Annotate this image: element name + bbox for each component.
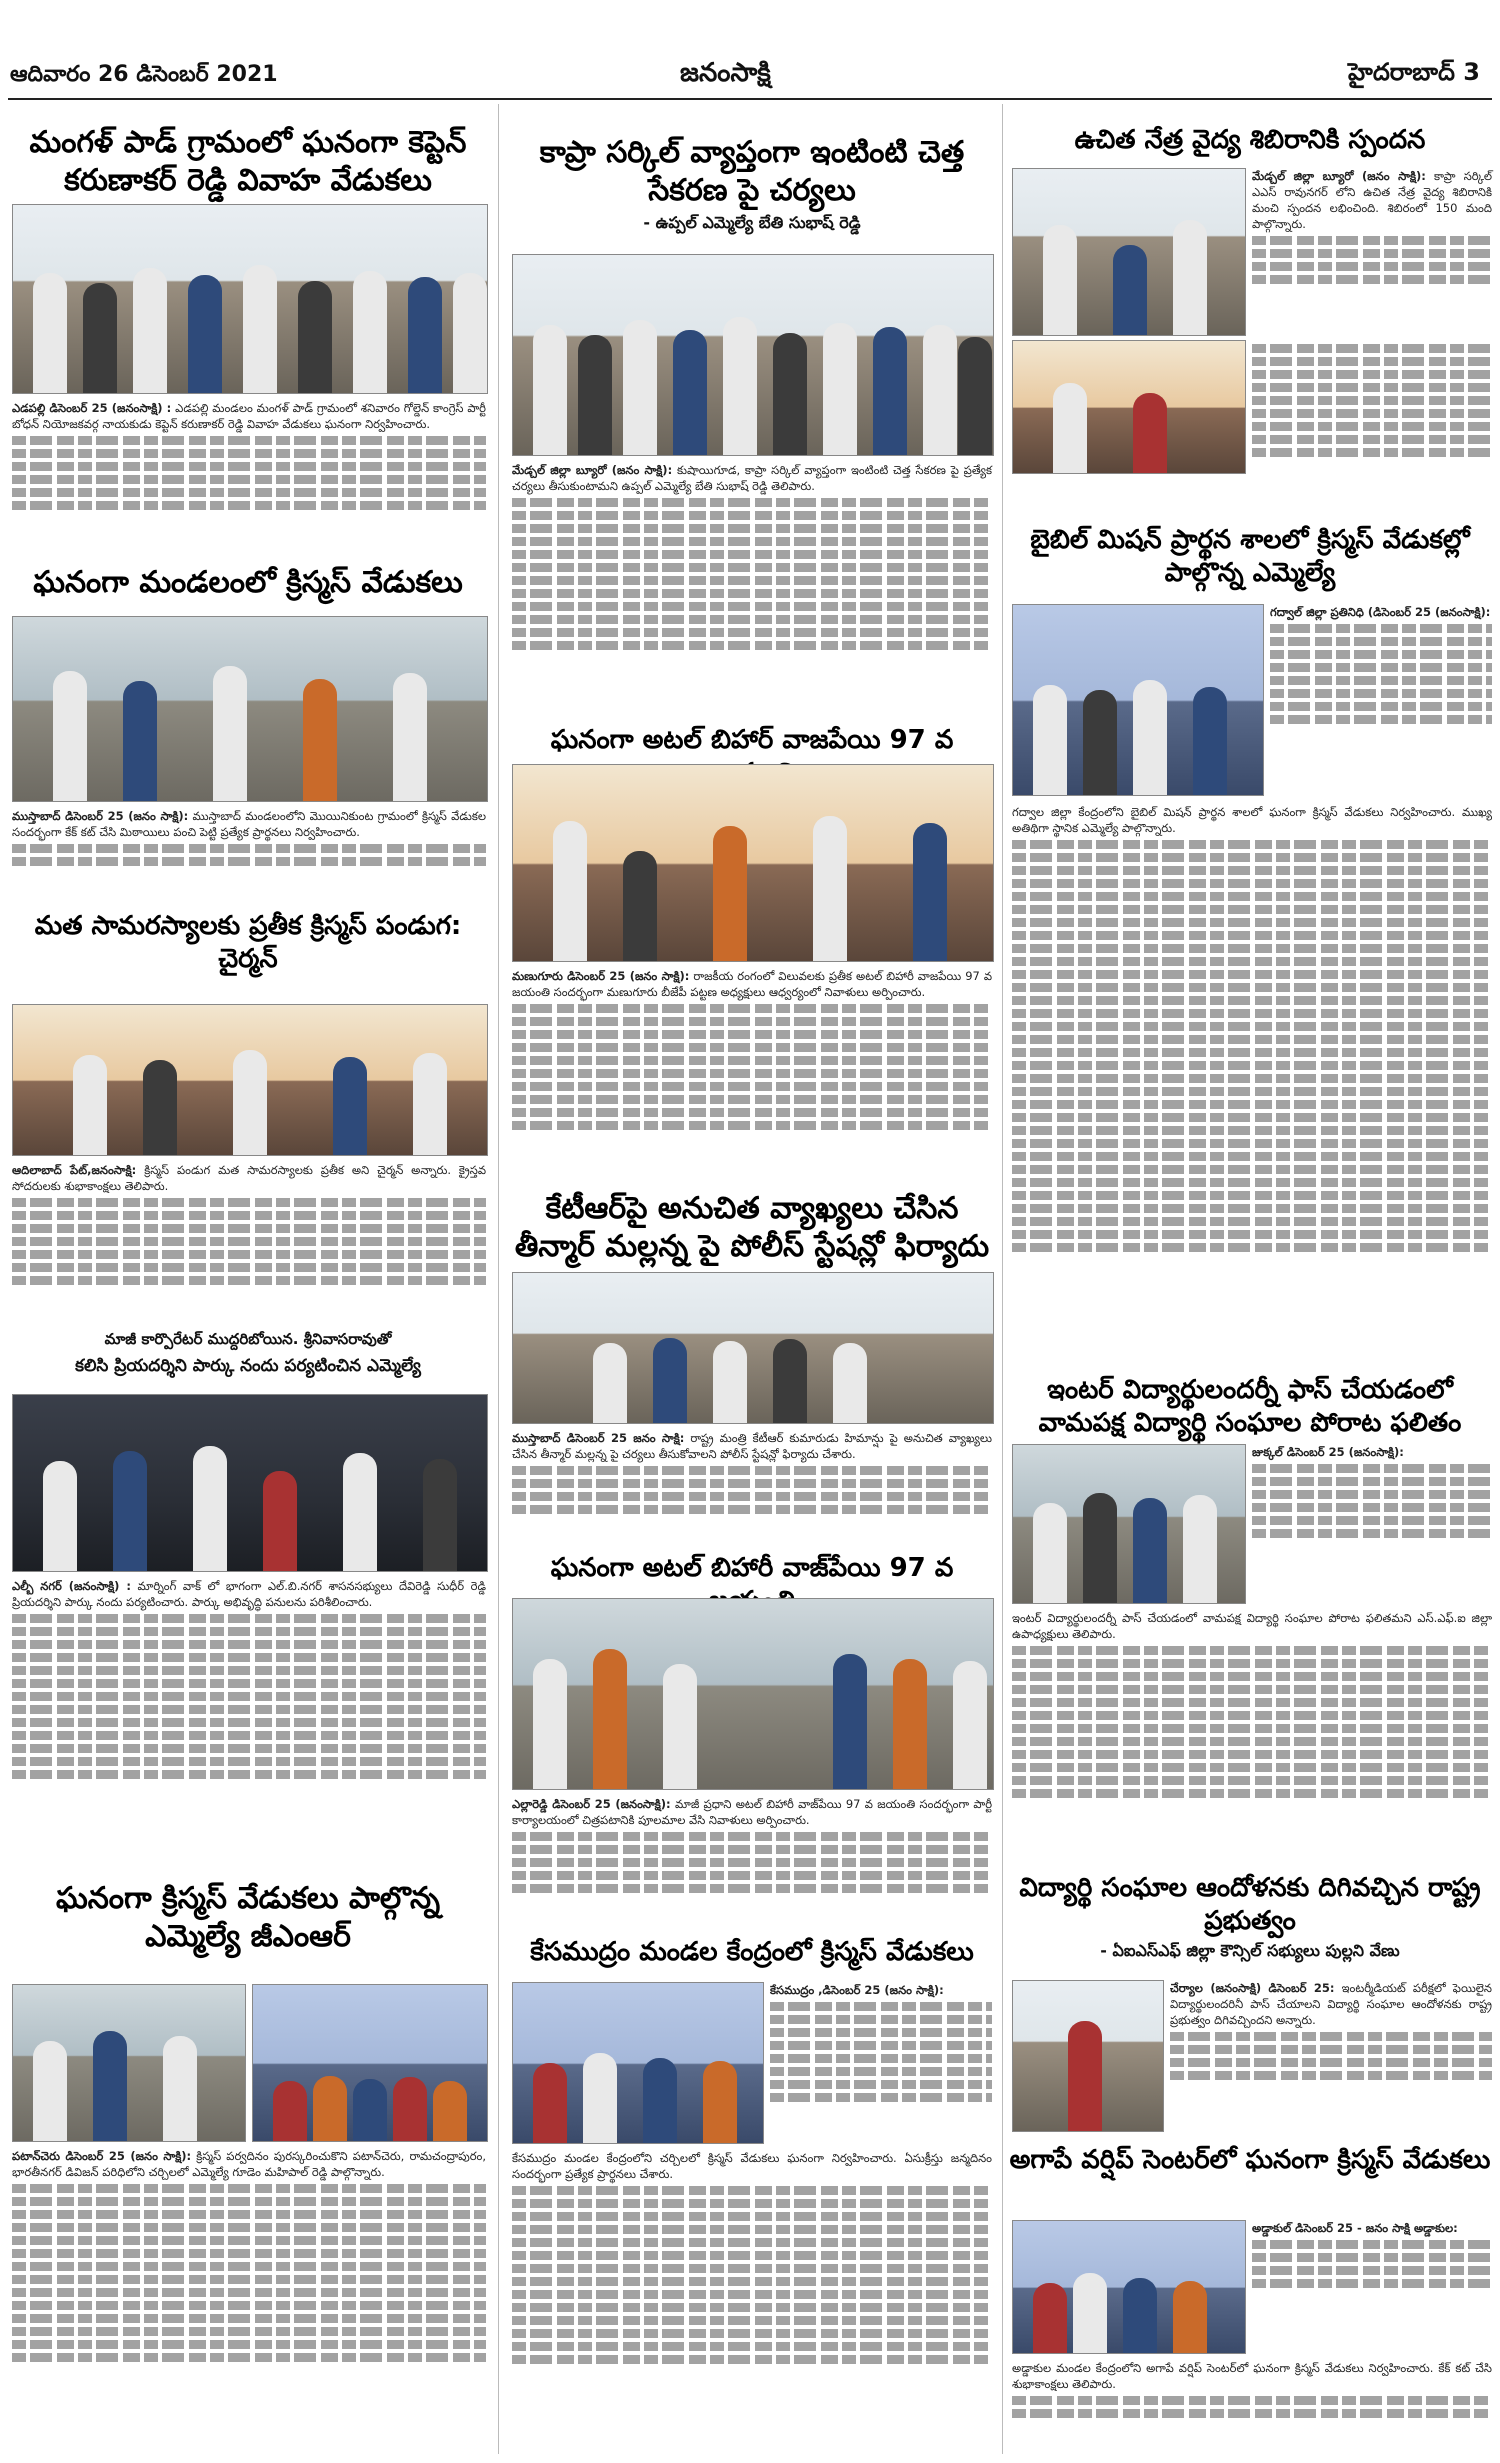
masthead-rule xyxy=(8,98,1492,100)
article-photo xyxy=(1012,340,1246,474)
article-wedding xyxy=(8,124,488,199)
article-garbage-collection xyxy=(508,134,996,236)
article-body xyxy=(512,1796,992,1926)
article-text: రాజకీయ రంగంలో విలువలకు ప్రతీక అటల్ బిహారీ వాజపేయి 97 వ జయంతి సందర్భంగా మణుగూరు బీజేపీ పట్టణ అధ్యక్షులు ఆధ్వర్యంలో నివాళులు అర్పించారు. xyxy=(512,969,993,999)
article-headline: మంగళ్ పాడ్ గ్రామంలో ఘనంగా కెప్టెన్ కరుణాకర్ రెడ్డి వివాహ వేడుకలు xyxy=(29,125,467,198)
article-student-protest xyxy=(1008,1872,1492,1964)
column-1 xyxy=(8,104,488,2454)
article-photo xyxy=(12,204,488,394)
article-headline: కేసముద్రం మండల కేంద్రంలో క్రిస్మస్ వేడుకలు xyxy=(530,1937,974,1967)
city-page-number: హైదరాబాద్ 3 xyxy=(1348,58,1480,86)
article-text: మార్నింగ్ వాక్ లో భాగంగా ఎల్.బి.నగర్ శాసనసభ్యులు దేవిరెడ్డి సుధీర్ రెడ్డి ప్రియదర్శిని పార్కు నందు పర్యటించారు. పార్కు అభివృద్ధి పనులను పరిశీలించారు. xyxy=(12,1579,486,1609)
article-text: ఇంటర్మీడియట్ పరీక్షలో ఫెయిలైన విద్యార్థులందరినీ పాస్ చేయాలని విద్యార్థి సంఘాల ఆందోళనకు రాష్ట్ర ప్రభుత్వం దిగివచ్చిందని అన్నారు. xyxy=(1170,1981,1492,2027)
article-photo xyxy=(1012,1980,1164,2132)
article-text: ముస్తాబాద్ మండలంలోని మొయినికుంట గ్రామంలో క్రిస్మస్ వేడుకల సందర్భంగా కేక్ కట్ చేసి మిఠాయిలు పంచి పెట్టి ప్రత్యేక ప్రార్థనలు నిర్వహించారు. xyxy=(12,809,486,839)
article-photo xyxy=(1012,1444,1246,1604)
article-body xyxy=(12,400,486,546)
article-dateline: మేడ్చల్ జిల్లా బ్యూరో (జనం సాక్షి): xyxy=(512,463,673,477)
kicker-line: కలిసి ప్రియదర్శిని పార్కు నందు పర్యటించిన ఎమ్మెల్యే xyxy=(75,1356,421,1376)
article-text: ఇంటర్ విద్యార్థులందర్నీ పాస్ చేయడంలో వామపక్ష విద్యార్థి సంఘాల పోరాట ఫలితమని ఎస్.ఎఫ్.ఐ జిల్లా ఉపాధ్యక్షులు తెలిపారు. xyxy=(1012,1611,1492,1641)
article-dateline: మణుగూరు డిసెంబర్ 25 (జనం సాక్షి): xyxy=(512,969,690,983)
paper-logo: జనంసాక్షి xyxy=(680,58,771,88)
article-body xyxy=(12,2148,486,2448)
article-photo xyxy=(252,1984,488,2142)
article-body-side xyxy=(1252,168,1492,334)
article-photo xyxy=(1012,168,1246,336)
article-body xyxy=(512,462,992,712)
article-headline: బైబిల్ మిషన్ ప్రార్థన శాలలో క్రిస్మస్ వేడుకల్లో పాల్గొన్న ఎమ్మెల్యే xyxy=(1030,525,1470,588)
article-dateline: మేడ్చల్ జిల్లా బ్యూరో (జనం సాక్షి): xyxy=(1252,169,1426,183)
article-photo xyxy=(512,1598,994,1790)
column-3 xyxy=(1008,104,1492,2454)
article-text: క్రిస్మస్ పండుగ మత సామరస్యాలకు ప్రతీక అని చైర్మన్ అన్నారు. క్రైస్తవ సోదరులకు శుభాకాంక్షలు తెలిపారు. xyxy=(12,1163,487,1193)
article-dateline: చేర్యాల (జనంసాక్షి) డిసెంబర్ 25: xyxy=(1170,1981,1335,1995)
article-body xyxy=(512,1430,992,1540)
article-subhead: - ఉప్పల్ ఎమ్మెల్యే బేతి సుభాష్ రెడ్డి xyxy=(643,213,861,232)
article-body xyxy=(12,808,486,894)
article-dateline: ఎడపల్లి డిసెంబర్ 25 (జనంసాక్షి) : xyxy=(12,401,172,415)
article-body-side xyxy=(1252,1444,1492,1602)
article-headline: కేటీఆర్‌పై అనుచిత వ్యాఖ్యలు చేసిన తీన్మార్ మల్లన్న పై పోలీస్ స్టేషన్లో ఫిర్యాదు xyxy=(514,1191,990,1264)
article-body xyxy=(512,968,992,1178)
article-eye-camp xyxy=(1008,124,1492,157)
issue-date: ఆదివారం 26 డిసెంబర్ 2021 xyxy=(10,62,278,87)
article-photo xyxy=(12,1984,246,2142)
article-text: మాజీ ప్రధాని అటల్ బిహారీ వాజ్‌పేయి 97 వ జయంతి సందర్భంగా పార్టీ కార్యాలయంలో చిత్రపటానికి పూలమాల వేసి నివాళులు అర్పించారు. xyxy=(512,1797,993,1827)
masthead xyxy=(0,0,1500,88)
column-divider xyxy=(1002,104,1003,2454)
article-text: ఎడపల్లి మండలం మంగళ్ పాడ్ గ్రామంలో శనివారం గోల్డెన్ కాంగ్రెస్ పార్టీ బోధన్ నియోజకవర్గ నాయకుడు కెప్టెన్ కరుణాకర్ రెడ్డి వివాహ వేడుకలు ఘనంగా నిర్వహించారు. xyxy=(12,401,487,431)
article-body xyxy=(12,1162,486,1322)
article-dateline: కేసముద్రం ,డిసెంబర్ 25 (జనం సాక్షి): xyxy=(770,1983,944,1997)
article-body xyxy=(12,1578,486,1838)
article-kicker xyxy=(8,1330,488,1380)
article-headline: ఘనంగా అటల్ బిహారీ వాజ్‌పేయి 97 వ xyxy=(550,1553,954,1583)
article-headline: విద్యార్థి సంఘాల ఆందోళనకు దిగివచ్చిన రాష్ట్ర ప్రభుత్వం xyxy=(1019,1873,1481,1936)
article-text: అడ్డాకుల మండల కేంద్రంలోని అగాపే వర్షిప్ సెంటర్‌లో ఘనంగా క్రిస్మస్ వేడుకలు నిర్వహించారు. కేక్ కట్ చేసి శుభాకాంక్షలు తెలిపారు. xyxy=(1012,2361,1492,2391)
article-text: కాప్రా సర్కిల్ ఎఎస్ రావునగర్ లోని ఉచిత నేత్ర వైద్య శిబిరానికి మంచి స్పందన లభించింది. శిబిరంలో 150 మంది పాల్గొన్నారు. xyxy=(1252,169,1492,231)
column-divider xyxy=(498,104,499,2454)
article-photo xyxy=(1012,2220,1246,2354)
article-dateline: గద్వాల్ జిల్లా ప్రతినిధి (డిసెంబర్ 25 (జనంసాక్షి): xyxy=(1270,605,1491,619)
article-headline: కాప్రా సర్కిల్ వ్యాప్తంగా ఇంటింటి చెత్త సేకరణ పై చర్యలు xyxy=(539,135,965,208)
article-christmas-mandal xyxy=(8,564,488,602)
article-police-complaint xyxy=(508,1190,996,1265)
article-body xyxy=(1012,1610,1492,1858)
column-2 xyxy=(508,104,996,2454)
article-text: కేసముద్రం మండల కేంద్రంలోని చర్చిలలో క్రిస్మస్ వేడుకలు ఘనంగా నిర్వహించారు. ఏసుక్రీస్తు జన్మదినం సందర్భంగా ప్రత్యేక ప్రార్థనలు చేశారు. xyxy=(512,2151,992,2181)
article-headline: ఘనంగా అటల్ బిహార్ వాజపేయి 97 వ xyxy=(550,725,954,755)
article-dateline: పటాన్‌చెరు డిసెంబర్ 25 (జనం సాక్షి): xyxy=(12,2149,192,2163)
article-headline: ఘనంగా క్రిస్మస్ వేడుకలు పాల్గొన్న ఎమ్మెల్యే జీఎంఆర్ xyxy=(55,1881,441,1954)
article-dateline: ఆదిలాబాద్ పేట్,జనంసాక్షి: xyxy=(12,1163,137,1177)
article-photo xyxy=(12,1004,488,1156)
article-photo xyxy=(12,1394,488,1572)
article-body xyxy=(1012,804,1492,1364)
article-body xyxy=(512,2150,992,2450)
article-text: గద్వాల జిల్లా కేంద్రంలోని బైబిల్ మిషన్ ప్రార్థన శాలలో ఘనంగా క్రిస్మస్ వేడుకలు నిర్వహించారు. ముఖ్య అతిథిగా స్థానిక ఎమ్మెల్యే పాల్గొన్నారు. xyxy=(1012,805,1492,835)
article-text: రాష్ట్ర మంత్రి కేటీఆర్ కుమారుడు హిమాన్షు పై అనుచిత వ్యాఖ్యలు చేసిన తీన్మార్ మల్లన్న పై చర్యలు తీసుకోవాలని పోలీస్ స్టేషన్లో ఫిర్యాదు చేశారు. xyxy=(512,1431,992,1461)
article-bible-mission xyxy=(1008,524,1492,589)
article-headline: అగాపే వర్షిప్ సెంటర్‌లో ఘనంగా క్రిస్మస్ వేడుకలు xyxy=(1009,2145,1491,2175)
article-agape xyxy=(1008,2144,1492,2177)
article-inter-students xyxy=(1008,1374,1492,1439)
article-body xyxy=(1012,2360,1492,2450)
article-kesamudram xyxy=(508,1936,996,1969)
article-dateline: ఎల్బీ నగర్ (జనంసాక్షి) : xyxy=(12,1579,131,1593)
article-subhead: - ఏఐఎస్‌ఎఫ్ జిల్లా కౌన్సిల్ సభ్యులు పుల్లని వేణు xyxy=(1100,1941,1400,1960)
kicker-line: మాజీ కార్పొరేటర్ ముద్దరిబోయిన. శ్రీనివాసరావుతో xyxy=(104,1330,392,1348)
article-body-side xyxy=(1270,604,1492,794)
article-photo xyxy=(512,1272,994,1424)
article-body-side xyxy=(1252,340,1492,520)
article-dateline: ముస్తాబాద్ డిసెంబర్ 25 (జనం సాక్షి): xyxy=(12,809,189,823)
article-headline: ఇంటర్ విద్యార్థులందర్నీ ఫాస్ చేయడంలో వామపక్ష విద్యార్థి సంఘాల పోరాట ఫలితం xyxy=(1038,1375,1462,1438)
article-christmas-mla xyxy=(8,1880,488,1955)
article-photo xyxy=(512,1982,764,2144)
article-photo xyxy=(512,764,994,962)
article-headline: మత సామరస్యాలకు ప్రతీక క్రిస్మస్ పండుగ: చైర్మన్ xyxy=(34,911,462,974)
article-photo xyxy=(12,616,488,802)
article-dateline: ముస్తాబాద్ డిసెంబర్ 25 జనం సాక్షి: xyxy=(512,1431,685,1445)
article-headline: ఘనంగా మండలంలో క్రిస్మస్ వేడుకలు xyxy=(33,565,463,600)
article-body-side xyxy=(1170,1980,1492,2130)
article-text: క్రిస్మస్ పర్వదినం పురస్కరించుకొని పటాన్‌చెరు, రామచంద్రాపురం, భారతీనగర్ డివిజన్ పరిధిలోని చర్చిలలో ఎమ్మెల్యే గూడెం మహిపాల్ రెడ్డి పాల్గొన్నారు. xyxy=(12,2149,486,2179)
article-headline: ఉచిత నేత్ర వైద్య శిబిరానికి స్పందన xyxy=(1074,125,1426,155)
article-dateline: ఎల్లారెడ్డి డిసెంబర్ 25 (జనంసాక్షి): xyxy=(512,1797,671,1811)
article-text: కుషాయిగూడ, కాప్రా సర్కిల్ వ్యాప్తంగా ఇంటింటి చెత్త సేకరణ పై ప్రత్యేక చర్యలు తీసుకుంటామని ఉప్పల్ ఎమ్మెల్యే బేతి సుభాష్ రెడ్డి తెలిపారు. xyxy=(512,463,993,493)
article-body-side xyxy=(770,1982,992,2142)
article-photo xyxy=(512,254,994,456)
article-dateline: అడ్డాకుల్ డిసెంబర్ 25 - జనం సాక్షి అడ్డాకుల: xyxy=(1252,2221,1458,2235)
article-religious-harmony xyxy=(8,910,488,975)
article-body-side xyxy=(1252,2220,1492,2352)
article-dateline: జుక్కల్ డిసెంబర్ 25 (జనంసాక్షి): xyxy=(1252,1445,1404,1459)
article-photo xyxy=(1012,604,1264,796)
